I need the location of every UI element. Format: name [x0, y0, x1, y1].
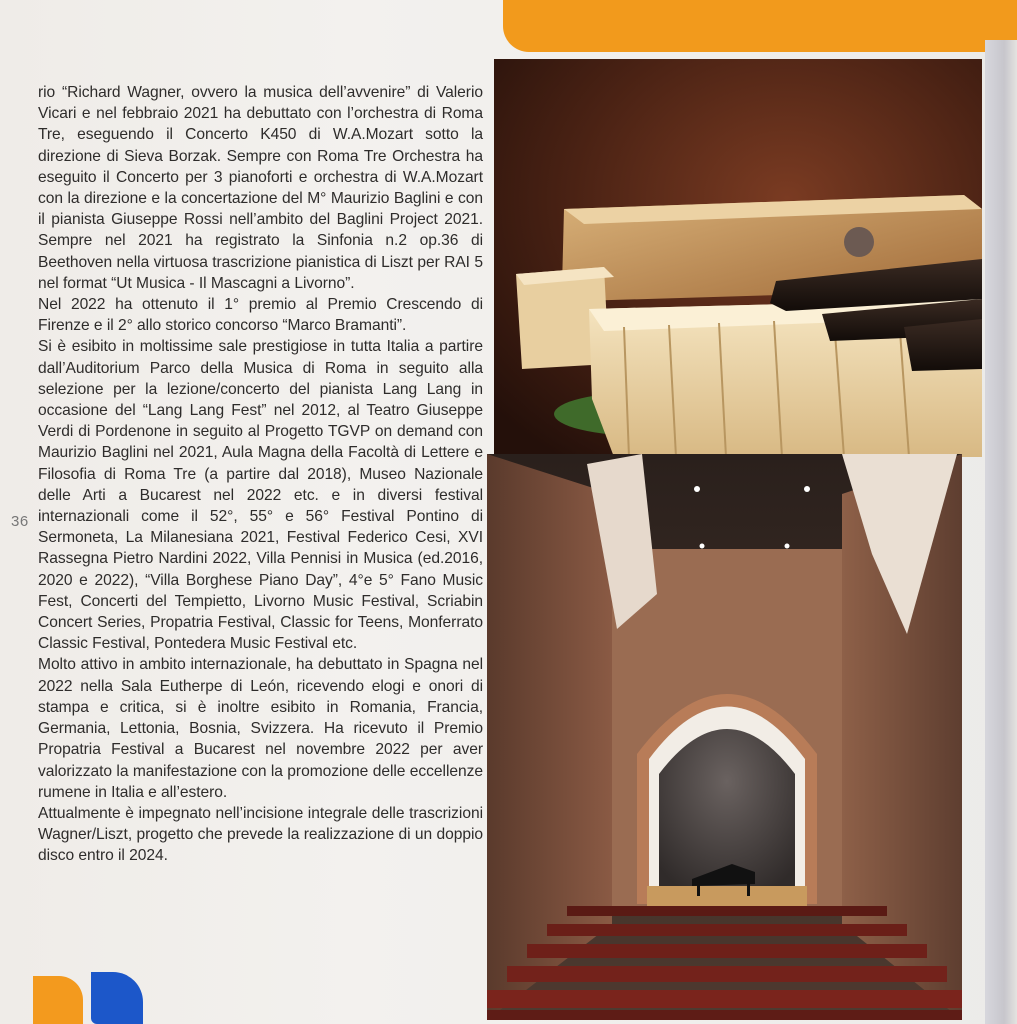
logo-orange-shape	[33, 976, 83, 1024]
paragraph: rio “Richard Wagner, ovvero la musica dell’avvenire” di Valerio Vicari e nel febbraio 2021 ha debuttato con l’orchestra di Roma Tre, eseguendo il Concerto K450 di W.A.Mozart sotto la direzione di Sieva Borzak. Sempre con Roma Tre Orchestra ha eseguito il Concerto per 3 pianoforti e orchestra di W.A.Mozart con la direzione e la concertazione del M° Maurizio Baglini e con il pianista Giuseppe Rossi nell’ambito del Baglini Project 2021. Sempre nel 2021 ha registrato la Sinfonia n.2 op.36 di Beethoven nella virtuosa trascrizione pianistica di Liszt per RAI 5 nel format “Ut Musica - Il Mascagni a Livorno”.	[38, 84, 483, 292]
paragraph: Attualmente è impegnato nell’incisione integrale delle trascrizioni Wagner/Liszt, progetto che prevede la realizzazione di un doppio disco entro il 2024.	[38, 804, 483, 865]
piano-keys-photo	[494, 59, 982, 457]
orange-header-tab	[503, 0, 1017, 52]
page-edge	[985, 40, 1017, 1024]
page-number: 36	[11, 513, 29, 530]
concert-hall-photo	[487, 454, 962, 1020]
logo-blue-shape	[91, 972, 143, 1024]
body-text	[38, 82, 483, 867]
paragraph: Si è esibito in moltissime sale prestigiose in tutta Italia a partire dall’Auditorium Parco della Musica di Roma in seguito alla selezione per la lezione/concerto del pianista Lang Lang in occasione del “Lang Lang Fest” nel 2012, al Teatro Giuseppe Verdi di Pordenone in seguito al Progetto TGVP on demand con Maurizio Baglini nel 2021, Aula Magna della Facoltà di Lettere e Filosofia di Roma Tre (a partire dal 2018), Museo Nazionale delle Arti a Bucarest nel 2022 etc. e in diversi festival internazionali come il 52°, 55° e 56° Festival Pontino di Sermoneta, La Milanesiana 2021, Festival Federico Cesi, XVI Rassegna Pietro Nardini 2022, Villa Pennisi in Musica (ed.2016, 2020 e 2022), “Villa Borghese Piano Day”, 4°e 5° Fano Music Fest, Concerti del Tempietto, Livorno Music Festival, Scriabin Concert Series, Propatria Festival, Classic for Teens, Monferrato Classic Festival, Pontedera Music Festival etc.	[38, 338, 483, 653]
paragraph: Nel 2022 ha ottenuto il 1° premio al Premio Crescendo di Firenze e il 2° allo storico concorso “Marco Bramanti”.	[38, 296, 483, 335]
brand-logo	[33, 970, 143, 1024]
paragraph: Molto attivo in ambito internazionale, ha debuttato in Spagna nel 2022 nella Sala Eutherpe di León, ricevendo elogi e onori di stampa e critica, si è inoltre esibito in Romania, Francia, Germania, Lettonia, Bosnia, Svizzera. Ha ricevuto il Premio Propatria Festival a Bucarest nel novembre 2022 per aver valorizzato la manifestazione con la promozione delle eccellenze rumene in Italia e all’estero.	[38, 656, 483, 801]
